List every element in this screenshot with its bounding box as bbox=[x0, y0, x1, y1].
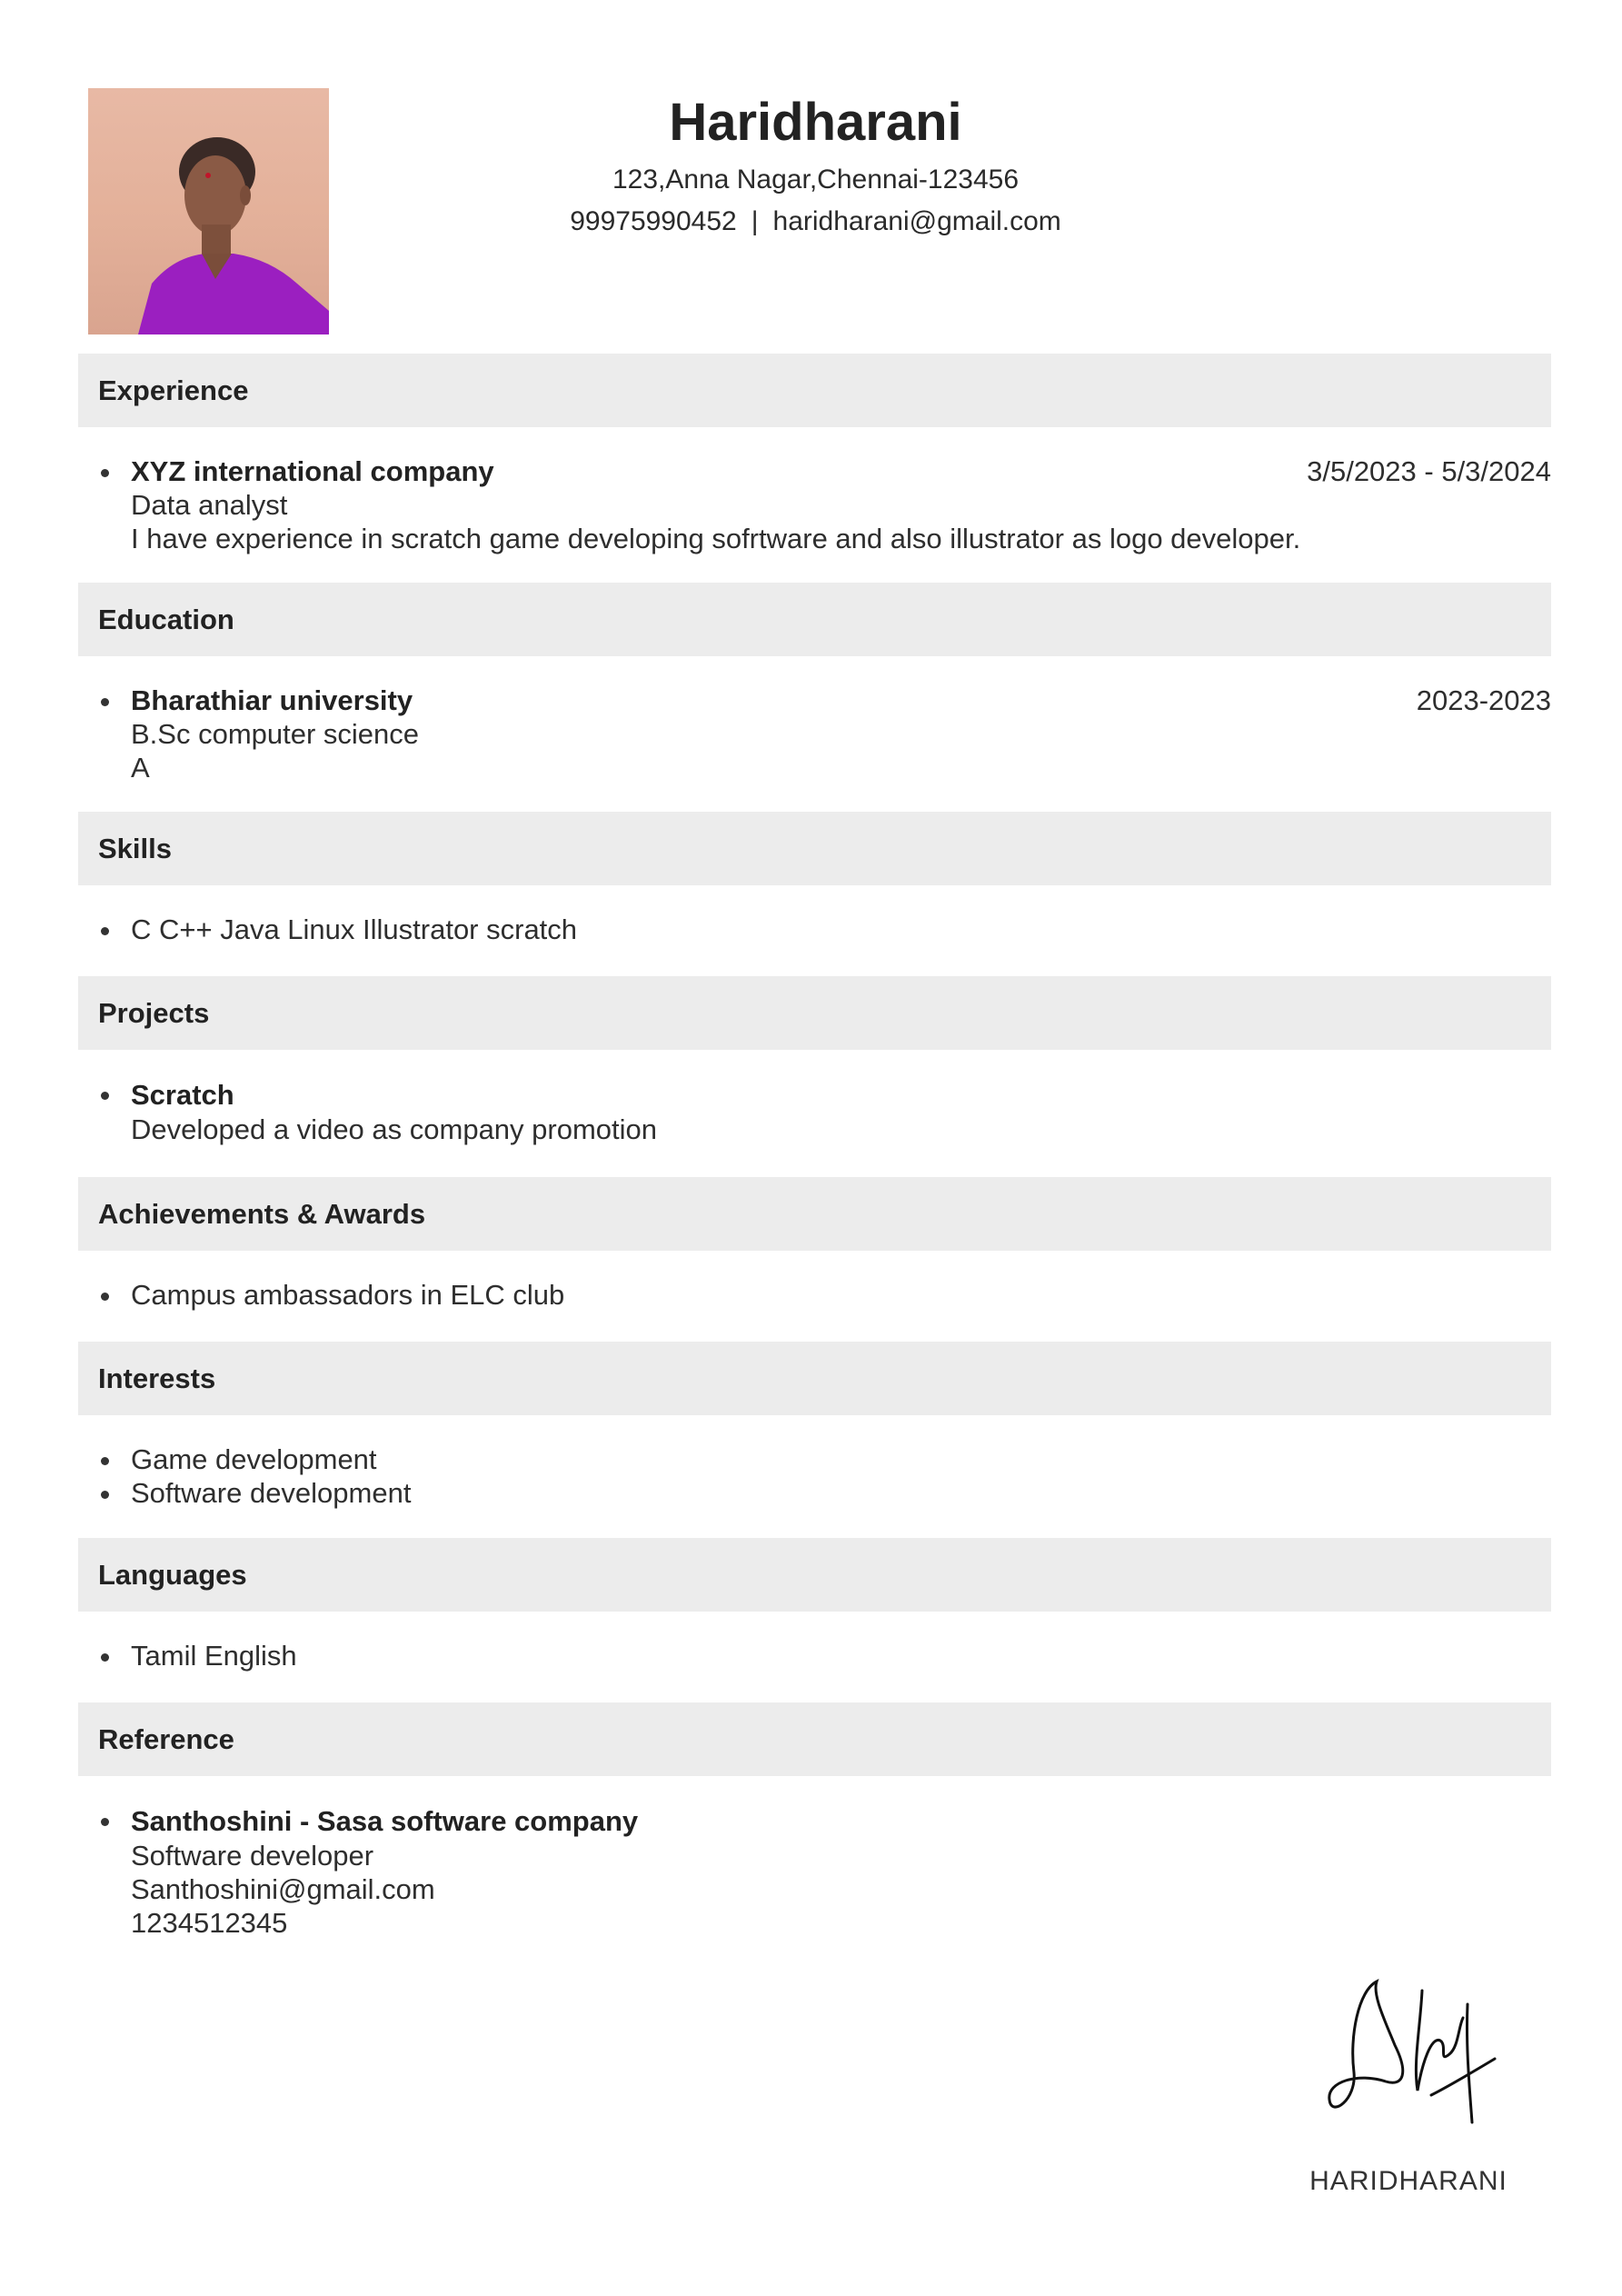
list-item bbox=[131, 1476, 1551, 1510]
address: 123,Anna Nagar,Chennai-123456 bbox=[612, 165, 1020, 195]
contact-separator: | bbox=[751, 206, 759, 236]
achievement-text: Campus ambassadors in ELC club bbox=[131, 1279, 565, 1311]
section-title: Projects bbox=[78, 976, 1551, 1050]
list-item bbox=[131, 913, 1551, 946]
languages-text: Tamil English bbox=[131, 1640, 297, 1672]
project-item bbox=[131, 1077, 1551, 1146]
company-name: XYZ international company bbox=[131, 455, 494, 487]
experience-dates: 3/5/2023 - 5/3/2024 bbox=[1307, 455, 1551, 487]
candidate-name: Haridharani bbox=[669, 93, 962, 152]
experience-item bbox=[131, 454, 1551, 555]
section-languages bbox=[78, 1538, 1551, 1672]
bullet bbox=[101, 698, 109, 706]
section-achievements bbox=[78, 1177, 1551, 1312]
education-item bbox=[131, 684, 1551, 784]
skills-text: C C++ Java Linux Illustrator scratch bbox=[131, 913, 578, 945]
section-title: Education bbox=[78, 583, 1551, 656]
interest-text: Game development bbox=[131, 1443, 377, 1475]
bullet bbox=[101, 927, 109, 935]
section-education bbox=[78, 583, 1551, 784]
list-item bbox=[131, 1278, 1551, 1312]
section-title: Experience bbox=[78, 354, 1551, 427]
bullet bbox=[101, 1092, 109, 1100]
reference-phone: 1234512345 bbox=[131, 1907, 288, 1939]
project-name: Scratch bbox=[131, 1079, 234, 1111]
section-reference bbox=[78, 1702, 1551, 1940]
signature-name: HARIDHARANI bbox=[1309, 2166, 1508, 2196]
degree: B.Sc computer science bbox=[131, 718, 420, 750]
reference-item bbox=[131, 1803, 1551, 1940]
profile-photo bbox=[88, 88, 329, 334]
bullet bbox=[101, 1653, 109, 1662]
section-title: Interests bbox=[78, 1342, 1551, 1415]
section-interests bbox=[78, 1342, 1551, 1510]
phone: 99975990452 bbox=[570, 206, 737, 236]
section-experience bbox=[78, 354, 1551, 555]
section-title: Achievements & Awards bbox=[78, 1177, 1551, 1251]
section-title: Skills bbox=[78, 812, 1551, 885]
job-description: I have experience in scratch game developing sofrtware and also illustrator as logo developer. bbox=[131, 523, 1301, 554]
email[interactable]: haridharani@gmail.com bbox=[772, 206, 1061, 236]
reference-name: Santhoshini - Sasa software company bbox=[131, 1805, 639, 1837]
bullet bbox=[101, 469, 109, 477]
reference-role: Software developer bbox=[131, 1840, 374, 1872]
signature-image bbox=[1322, 1972, 1504, 2131]
bullet bbox=[101, 1293, 109, 1301]
resume-header bbox=[382, 86, 1249, 243]
school-name: Bharathiar university bbox=[131, 684, 413, 716]
interest-text: Software development bbox=[131, 1477, 412, 1509]
list-item bbox=[131, 1442, 1551, 1476]
section-title: Languages bbox=[78, 1538, 1551, 1612]
education-dates: 2023-2023 bbox=[1416, 684, 1551, 716]
section-skills bbox=[78, 812, 1551, 946]
list-item bbox=[131, 1639, 1551, 1672]
project-description: Developed a video as company promotion bbox=[131, 1113, 658, 1145]
bullet bbox=[101, 1457, 109, 1465]
grade: A bbox=[131, 752, 150, 784]
bullet bbox=[101, 1491, 109, 1499]
reference-email[interactable]: Santhoshini@gmail.com bbox=[131, 1873, 435, 1905]
bullet bbox=[101, 1818, 109, 1826]
section-projects bbox=[78, 976, 1551, 1146]
section-title: Reference bbox=[78, 1702, 1551, 1776]
contact-line bbox=[382, 201, 1249, 243]
job-role: Data analyst bbox=[131, 489, 288, 521]
